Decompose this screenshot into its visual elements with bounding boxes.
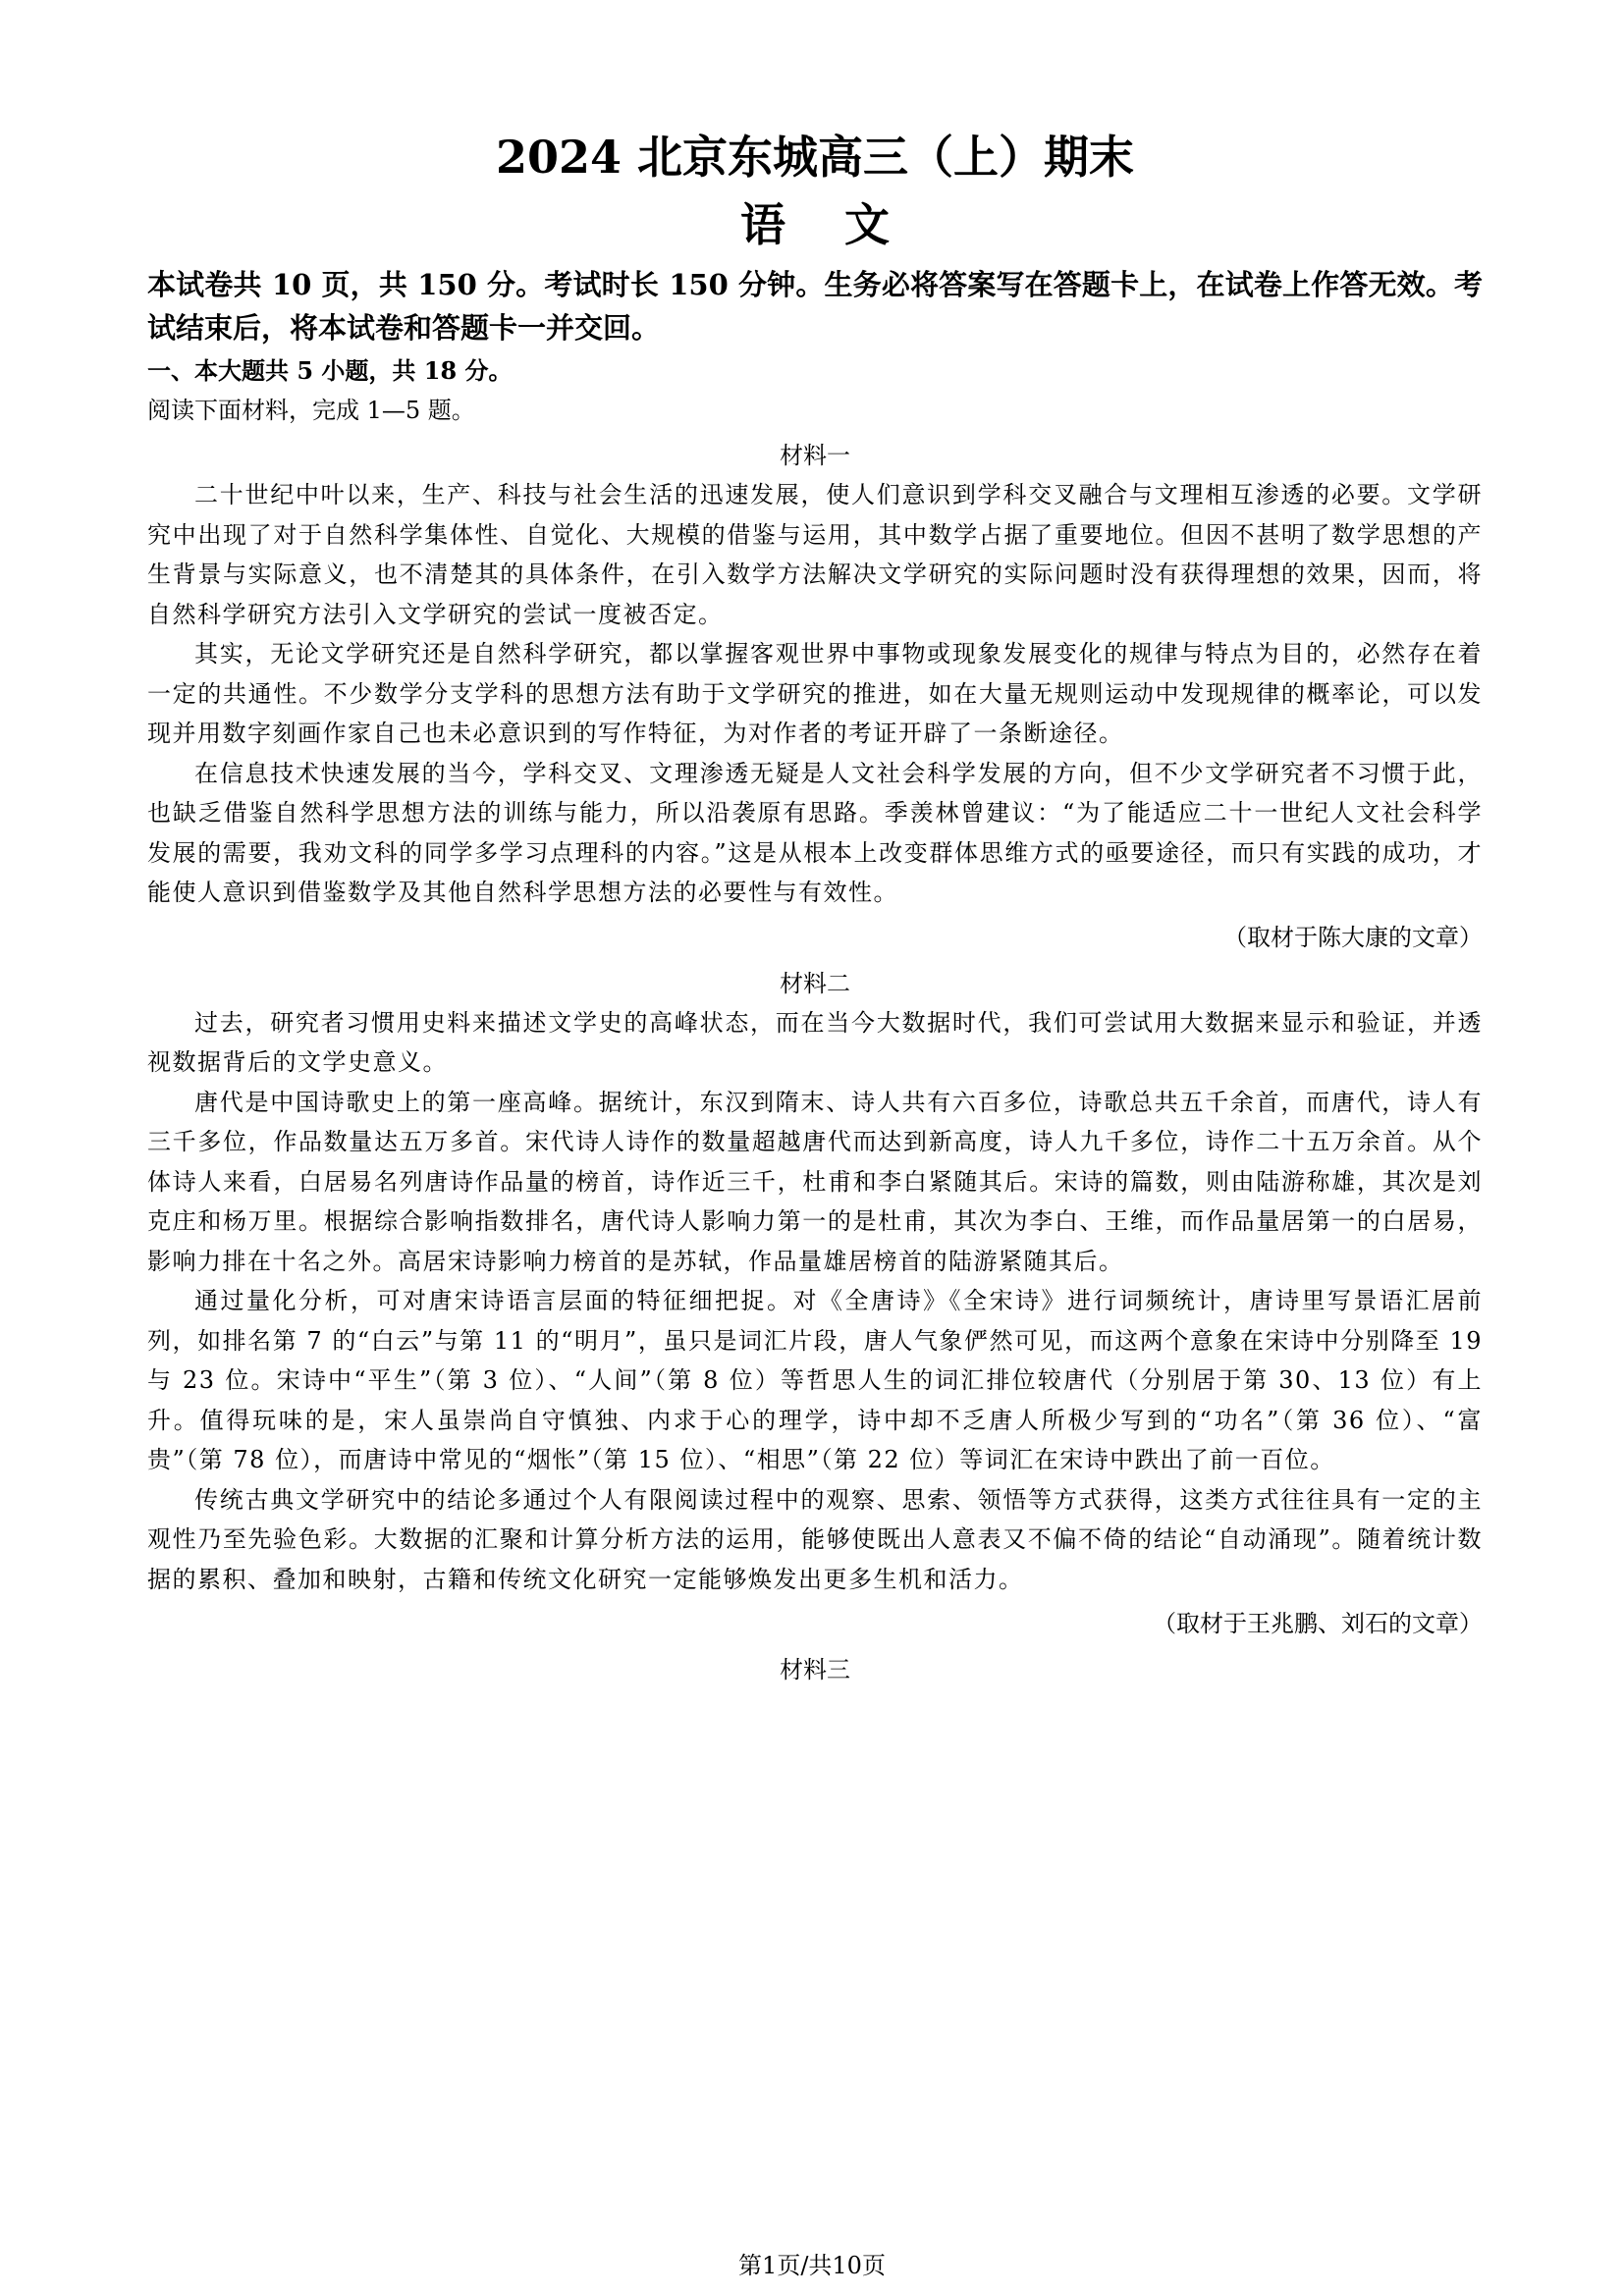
material-title: 材料三 <box>780 1656 850 1683</box>
material-source: （取材于陈大康的文章） <box>1223 923 1483 951</box>
material-source: （取材于王兆鹏、刘石的文章） <box>1153 1610 1483 1637</box>
material-three <box>147 1650 1483 1689</box>
material-one <box>147 436 1483 958</box>
subject-title: 语文 <box>740 198 948 251</box>
reading-direction: 阅读下面材料，完成 1—5 题。 <box>147 397 475 424</box>
page-content <box>147 126 1483 1689</box>
material-paragraph: 传统古典文学研究中的结论多通过个人有限阅读过程中的观察、思索、领悟等方式获得，这类方式往往具有一定的主观性乃至先验色彩。大数据的汇聚和计算分析方法的运用，能够使既出人意表又不偏不倚的结论“自动涌现”。随着统计数据的累积、叠加和映射，古籍和传统文化研究一定能够焕发出更多生机和活力。 <box>147 1485 1483 1593</box>
exam-title: 2024 北京东城高三（上）期末 <box>495 131 1135 184</box>
material-two <box>147 964 1483 1645</box>
material-paragraph: 在信息技术快速发展的当今，学科交叉、文理渗透无疑是人文社会科学发展的方向，但不少文学研究者不习惯于此，也缺乏借鉴自然科学思想方法的训练与能力，所以沿袭原有思路。季羡林曾建议：“为了能适应二十一世纪人文社会科学发展的需要，我劝文科的同学多学习点理科的内容。”这是从根本上改变群体思维方式的亟要途径，而只有实践的成功，才能使人意识到借鉴数学及其他自然科学思想方法的必要性与有效性。 <box>147 759 1483 906</box>
section-heading: 一、本大题共 5 小题，共 18 分。 <box>147 356 513 385</box>
page-number: 第1页/共10页 <box>738 2252 886 2279</box>
material-paragraph: 过去，研究者习惯用史料来描述文学史的高峰状态，而在当今大数据时代，我们可尝试用大数据来显示和验证，并透视数据背后的文学史意义。 <box>147 1008 1483 1076</box>
material-paragraph: 二十世纪中叶以来，生产、科技与社会生活的迅速发展，使人们意识到学科交叉融合与文理相互渗透的必要。文学研究中出现了对于自然科学集体性、自觉化、大规模的借鉴与运用，其中数学占据了重要地位。但因不甚明了数学思想的产生背景与实际意义，也不清楚其的具体条件，在引入数学方法解决文学研究的实际问题时没有获得理想的效果，因而，将自然科学研究方法引入文学研究的尝试一度被否定。 <box>147 481 1483 628</box>
material-paragraph: 通过量化分析，可对唐宋诗语言层面的特征细把捉。对《全唐诗》《全宋诗》进行词频统计，唐诗里写景语汇居前列，如排名第 7 的“白云”与第 11 的“明月”，虽只是词汇片段，唐人气象俨然可见，而这两个意象在宋诗中分别降至 19 与 23 位。宋诗中“平生”（第 3 位）、“人间”（第 8 位）等哲思人生的词汇排位较唐代（分别居于第 30、13 位）有上升。值得玩味的是，宋人虽崇尚自守慎独、内求于心的理学，诗中却不乏唐人所极少写到的“功名”（第 36 位）、“富贵”（第 78 位），而唐诗中常见的“烟怅”（第 15 位）、“相思”（第 22 位）等词汇在宋诗中跌出了前一百位。 <box>147 1287 1483 1473</box>
material-paragraph: 唐代是中国诗歌史上的第一座高峰。据统计，东汉到隋末、诗人共有六百多位，诗歌总共五千余首，而唐代，诗人有三千多位，作品数量达五万多首。宋代诗人诗作的数量超越唐代而达到新高度，诗人九千多位，诗作二十五万余首。从个体诗人来看，白居易名列唐诗作品量的榜首，诗作近三千，杜甫和李白紧随其后。宋诗的篇数，则由陆游称雄，其次是刘克庄和杨万里。根据综合影响指数排名，唐代诗人影响力第一的是杜甫，其次为李白、王维，而作品量居第一的白居易，影响力排在十名之外。高居宋诗影响力榜首的是苏轼，作品量雄居榜首的陆游紧随其后。 <box>147 1088 1483 1275</box>
material-title: 材料二 <box>780 969 850 997</box>
material-title: 材料一 <box>780 442 850 469</box>
material-paragraph: 其实，无论文学研究还是自然科学研究，都以掌握客观世界中事物或现象发展变化的规律与特点为目的，必然存在着一定的共通性。不少数学分支学科的思想方法有助于文学研究的推进，如在大量无规则运动中发现规律的概率论，可以发现并用数字刻画作家自己也未必意识到的写作特征，为对作者的考证开辟了一条断途径。 <box>147 640 1483 747</box>
exam-instructions: 本试卷共 10 页，共 150 分。考试时长 150 分钟。生务必将答案写在答题卡上，在试卷上作答无效。考试结束后，将本试卷和答题卡一并交回。 <box>147 268 1483 345</box>
